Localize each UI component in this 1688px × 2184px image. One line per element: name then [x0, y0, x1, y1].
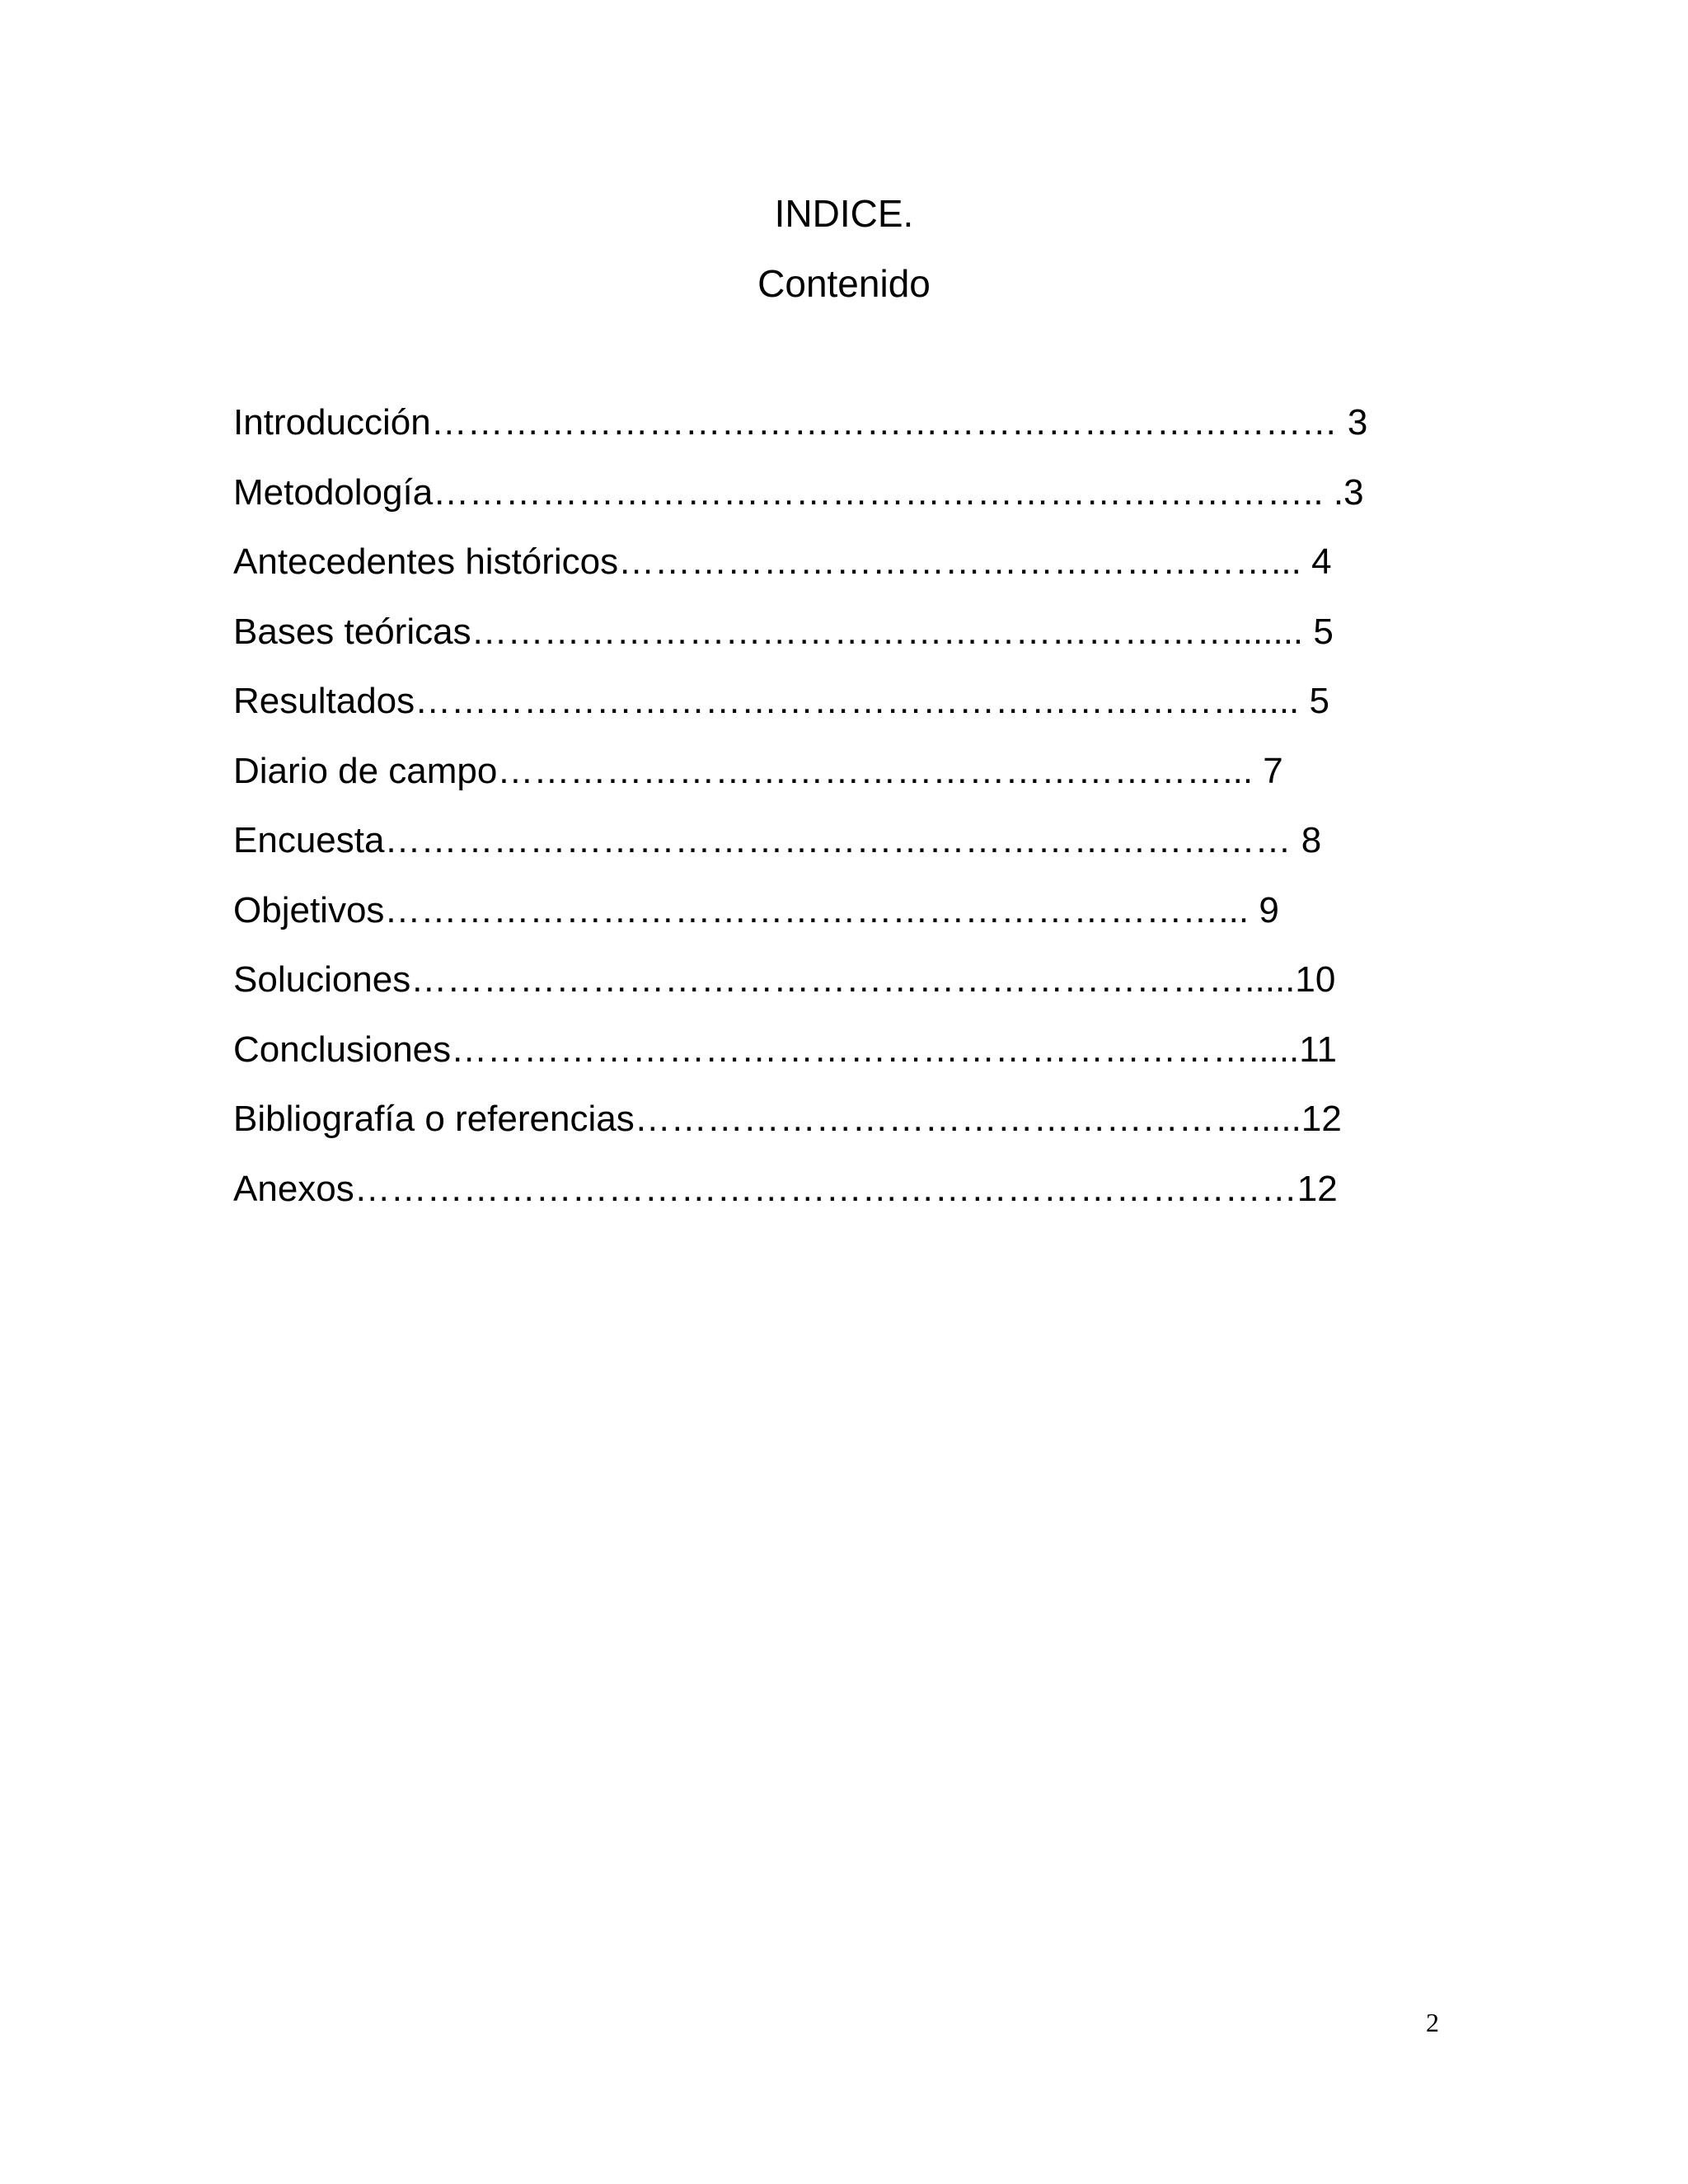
toc-entry-page: 11: [1299, 1029, 1337, 1070]
toc-entry-diario-de-campo: [233, 748, 1470, 818]
toc-entry-leader: …………………………………………………………………: [384, 820, 1292, 860]
toc-entry-label: Bases teóricas: [233, 611, 471, 652]
toc-entry-conclusiones: [233, 1027, 1470, 1097]
toc-entry-label: Soluciones: [233, 959, 411, 1000]
toc-entry-leader: …………………………………………….....: [634, 1099, 1301, 1139]
toc-entry-leader: …………………………………………………………….....: [410, 959, 1296, 1000]
toc-entry-label: Bibliografía o referencias: [233, 1099, 635, 1139]
toc-entry-label: Diario de campo: [233, 750, 498, 791]
toc-entry-leader: ……………………………………………………...: [497, 750, 1254, 791]
toc-entry-label: Metodología: [233, 471, 434, 513]
toc-entry-page: 4: [1301, 541, 1332, 582]
toc-entry-page: 3: [1337, 402, 1368, 443]
toc-entry-page: 12: [1301, 1099, 1342, 1139]
toc-entry-metodologia: [233, 470, 1470, 540]
toc-entry-leader: ……………………………………………………….......: [471, 611, 1304, 652]
toc-entry-page: 8: [1291, 820, 1322, 860]
toc-entry-introduccion: [233, 400, 1470, 470]
toc-entry-leader: ………………………………………………………………..: [433, 471, 1334, 513]
document-subtitle: Contenido: [757, 262, 931, 305]
toc-entry-page: 7: [1253, 750, 1283, 791]
toc-entry-bases-teoricas: [233, 609, 1470, 679]
toc-entry-label: Introducción: [233, 402, 431, 443]
toc-entry-page: 12: [1296, 1168, 1338, 1209]
page-number: 2: [1426, 2008, 1439, 2037]
toc-entry-antecedentes: [233, 539, 1470, 609]
toc-entry-soluciones: [233, 957, 1470, 1027]
toc-entry-leader: …………………………………………………………….....: [415, 681, 1300, 721]
toc-entry-label: Objetivos: [233, 889, 385, 930]
toc-entry-leader: ……………………………………………………………...: [384, 889, 1250, 930]
toc-entry-label: Antecedentes históricos: [233, 541, 619, 582]
toc-entry-leader: ……………………………………………………………………: [354, 1168, 1297, 1209]
toc-entry-leader: ………………………………………………………….....: [451, 1029, 1300, 1070]
toc-entry-page: 5: [1303, 611, 1334, 652]
toc-entry-anexos: [233, 1166, 1470, 1236]
toc-entry-page: .3: [1333, 471, 1364, 513]
toc-entry-page: 9: [1249, 889, 1279, 930]
toc-entry-page: 5: [1299, 681, 1329, 721]
toc-entry-page: 10: [1295, 959, 1336, 1000]
toc-entry-label: Encuesta: [233, 820, 385, 860]
toc-entry-label: Anexos: [233, 1168, 354, 1209]
toc-entry-objetivos: [233, 888, 1470, 958]
toc-entry-leader: …………………………………………………………………: [430, 402, 1338, 443]
toc-entry-label: Conclusiones: [233, 1029, 452, 1070]
table-of-contents: [233, 400, 1470, 1235]
toc-entry-leader: ………………………………………………...: [618, 541, 1301, 582]
toc-entry-label: Resultados: [233, 681, 415, 721]
document-title: INDICE.: [774, 192, 914, 235]
toc-entry-encuesta: [233, 818, 1470, 888]
toc-entry-bibliografia: [233, 1096, 1470, 1166]
toc-entry-resultados: [233, 678, 1470, 748]
